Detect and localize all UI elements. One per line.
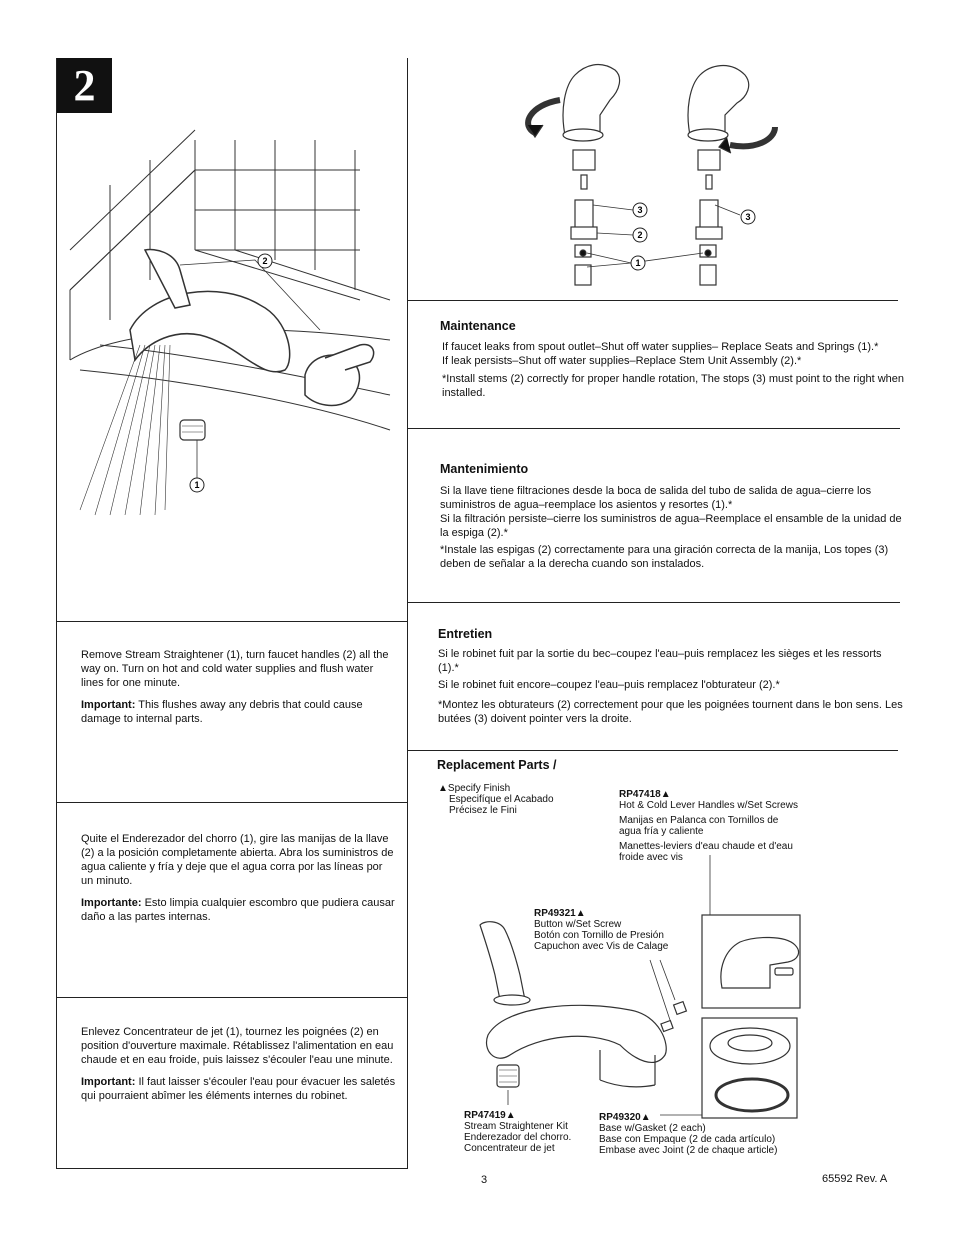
english-important-label: Important: <box>81 699 136 711</box>
right-separator-4 <box>408 750 898 751</box>
french-important-text: Il faut laisser s'écouler l'eau pour évacuer les saletés qui pourraient abîmer les éléments internes du robinet. <box>81 1076 396 1102</box>
part-rp47419-en: Stream Straightener Kit <box>464 1121 568 1132</box>
maintenance-line2: If leak persists–Shut off water supplies–Replace Stem Unit Assembly (2).* <box>442 355 802 367</box>
mantenimiento-line2: Si la filtración persiste–cierre los suministros de agua–Reemplace el ensamble de la unidad de la espiga (2).* <box>440 513 902 539</box>
page-number: 3 <box>481 1174 488 1186</box>
entretien-line1: Si le robinet fuit par la sortie du bec–coupez l'eau–puis remplacez les sièges et les ressorts (1).* <box>438 648 882 674</box>
stem-callout-2: 2 <box>637 230 643 240</box>
english-instructions-text: Remove Stream Straightener (1), turn faucet handles (2) all the way on. Turn on hot and cold water supplies and flush water lines for one minute. <box>81 649 389 689</box>
spanish-instructions <box>81 832 396 932</box>
english-instructions <box>81 648 396 734</box>
part-rp47418-code: RP47418▲ <box>619 789 671 800</box>
maintenance-note: *Install stems (2) correctly for proper handle rotation, The stops (3) must point to the right when installed. <box>442 373 905 399</box>
part-rp49320-en: Base w/Gasket (2 each) <box>599 1123 706 1134</box>
specify-finish-es: Especifíque el Acabado <box>449 794 554 805</box>
part-rp49320-es: Base con Empaque (2 de cada artículo) <box>599 1134 776 1145</box>
specify-finish-fr: Précisez le Fini <box>449 805 517 816</box>
mantenimiento-text <box>440 484 905 571</box>
center-divider <box>407 58 408 1169</box>
part-rp49321-en: Button w/Set Screw <box>534 919 622 930</box>
right-separator-1 <box>408 300 898 301</box>
mantenimiento-note: *Instale las espigas (2) correctamente para una giración correcta de la manija, Los topes (3) deben de señalar a la derecha cuando son instalados. <box>440 544 889 570</box>
french-instructions <box>81 1025 399 1111</box>
stem-callout-1: 1 <box>635 258 641 268</box>
mantenimiento-title: Mantenimiento <box>440 462 529 476</box>
mantenimiento-line1: Si la llave tiene filtraciones desde la boca de salida del tubo de salida de agua–cierre los suministros de agua–reemplace los asientos y resortes (1).* <box>440 485 872 511</box>
french-instructions-text: Enlevez Concentrateur de jet (1), tournez les poignées (2) en position d'ouverture maximale. Rétablissez l'alimentation en eau chaude et en eau froide, puis laissez s'écouler l'eau une minute. <box>81 1026 394 1066</box>
right-separator-3 <box>408 602 900 603</box>
stem-callout-3-left: 3 <box>637 205 643 215</box>
maintenance-title: Maintenance <box>440 319 516 333</box>
faucet-flush-illustration <box>60 130 405 525</box>
part-rp49320-fr: Embase avec Joint (2 de chaque article) <box>599 1145 778 1156</box>
spanish-instructions-text: Quite el Enderezador del chorro (1), gire las manijas de la llave (2) a la posición completamente abierta. Abra los suministros de agua caliente y fría y deje que el agua corra por las líneas por un minuto. <box>81 833 394 887</box>
part-rp47418-fr: Manettes-leviers d'eau chaude et d'eau froide avec vis <box>619 841 793 863</box>
part-rp47418-en: Hot & Cold Lever Handles w/Set Screws <box>619 800 798 811</box>
part-rp49321-code: RP49321▲ <box>534 908 586 919</box>
left-separator-2 <box>57 802 407 803</box>
part-rp47418-es: Manijas en Palanca con Tornillos de agua fría y caliente <box>619 815 779 837</box>
maintenance-line1: If faucet leaks from spout outlet–Shut off water supplies– Replace Seats and Springs (1).* <box>442 341 879 353</box>
part-rp47419-code: RP47419▲ <box>464 1110 516 1121</box>
part-rp49321-fr: Capuchon avec Vis de Calage <box>534 941 669 952</box>
left-separator-1 <box>57 621 407 622</box>
entretien-text <box>438 647 903 726</box>
part-rp47418 <box>619 789 834 863</box>
left-border <box>56 58 57 1169</box>
part-rp49320-code: RP49320▲ <box>599 1112 651 1123</box>
specify-finish-en: ▲Specify Finish <box>438 783 511 794</box>
replacement-parts-illustration <box>470 860 805 1125</box>
entretien-note: *Montez les obturateurs (2) correctement pour que les poignées tournent dans le bon sens. Les butées (3) doivent pointer vers la droite. <box>438 699 903 725</box>
stem-callout-3-right: 3 <box>745 212 751 222</box>
part-rp49321-es: Botón con Tornillo de Presión <box>534 930 664 941</box>
callout-1-label: 1 <box>194 480 200 490</box>
step-number-badge: 2 <box>57 58 112 113</box>
french-important-label: Important: <box>81 1076 136 1088</box>
callout-2-label: 2 <box>262 256 268 266</box>
stem-assembly-illustration <box>505 55 785 300</box>
document-revision: 65592 Rev. A <box>822 1173 888 1185</box>
left-separator-3 <box>57 997 407 998</box>
bottom-border <box>56 1168 408 1169</box>
part-rp47419-es: Enderezador del chorro. <box>464 1132 572 1143</box>
maintenance-text <box>442 340 912 400</box>
entretien-line2: Si le robinet fuit encore–coupez l'eau–puis remplacez l'obturateur (2).* <box>438 679 780 691</box>
specify-finish-note <box>438 783 588 816</box>
replacement-parts-title: Replacement Parts / <box>437 758 557 772</box>
spanish-important-text: Esto limpia cualquier escombro que pudiera causar daño a las partes internas. <box>81 897 395 923</box>
part-rp47419-fr: Concentrateur de jet <box>464 1143 555 1154</box>
right-separator-2 <box>408 428 900 429</box>
entretien-title: Entretien <box>438 627 493 641</box>
english-important-text: This flushes away any debris that could cause damage to internal parts. <box>81 699 363 725</box>
spanish-important-label: Importante: <box>81 897 142 909</box>
